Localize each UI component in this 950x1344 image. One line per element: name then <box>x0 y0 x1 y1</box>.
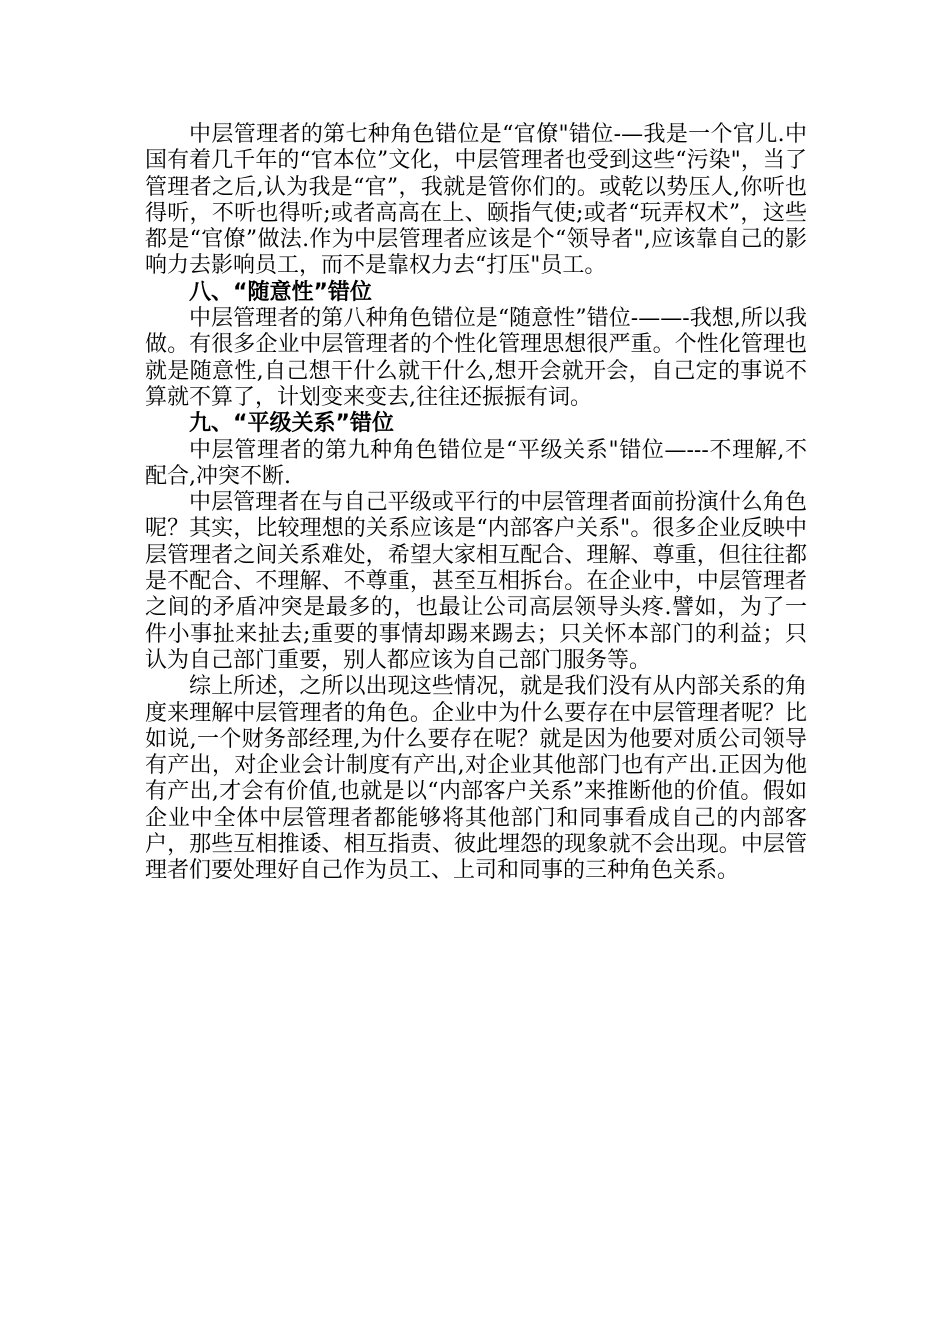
section-heading-8: 八、“随意性”错位 <box>189 279 372 305</box>
section-heading-9: 九、“平级关系”错位 <box>189 411 394 437</box>
paragraph-role-9: 中层管理者的第九种角色错位是“平级关系"错位—---不理解,不配合,冲突不断. <box>145 437 807 489</box>
paragraph-role-8: 中层管理者的第八种角色错位是“随意性”错位-——-我想,所以我做。有很多企业中层管理者的个性化管理思想很严重。个性化管理也就是随意性,自己想干什么就干什么,想开会就开会，自己定的事说不算就不算了，计划变来变去,往往还振振有词。 <box>145 306 807 410</box>
document-page <box>145 122 807 885</box>
paragraph-peer-relations: 中层管理者在与自己平级或平行的中层管理者面前扮演什么角色呢？其实，比较理想的关系应该是“内部客户关系"。很多企业反映中层管理者之间关系难处，希望大家相互配合、理解、尊重，但往往都是不配合、不理解、不尊重，甚至互相拆台。在企业中，中层管理者之间的矛盾冲突是最多的，也最让公司高层领导头疼.譬如，为了一件小事扯来扯去;重要的事情却踢来踢去；只关怀本部门的利益；只认为自己部门重要，别人都应该为自己部门服务等。 <box>145 490 807 673</box>
paragraph-summary: 综上所述，之所以出现这些情况，就是我们没有从内部关系的角度来理解中层管理者的角色。企业中为什么要存在中层管理者呢？比如说,一个财务部经理,为什么要存在呢？就是因为他要对质公司领导有产出，对企业会计制度有产出,对企业其他部门也有产出.正因为他有产出,才会有价值,也就是以“内部客户关系”来推断他的价值。假如企业中全体中层管理者都能够将其他部门和同事看成自己的内部客户，那些互相推诿、相互指责、彼此埋怨的现象就不会出现。中层管理者们要处理好自己作为员工、上司和同事的三种角色关系。 <box>145 674 807 884</box>
paragraph-role-7: 中层管理者的第七种角色错位是“官僚"错位-—我是一个官儿.中国有着几千年的“官本位”文化，中层管理者也受到这些“污染"，当了管理者之后,认为我是“官”，我就是管你们的。或乾以势压人,你听也得听，不听也得听;或者高高在上、颐指气使;或者“玩弄权术”，这些都是“官僚”做法.作为中层管理者应该是个“领导者",应该靠自己的影响力去影响员工，而不是靠权力去“打压"员工。 <box>145 122 807 279</box>
